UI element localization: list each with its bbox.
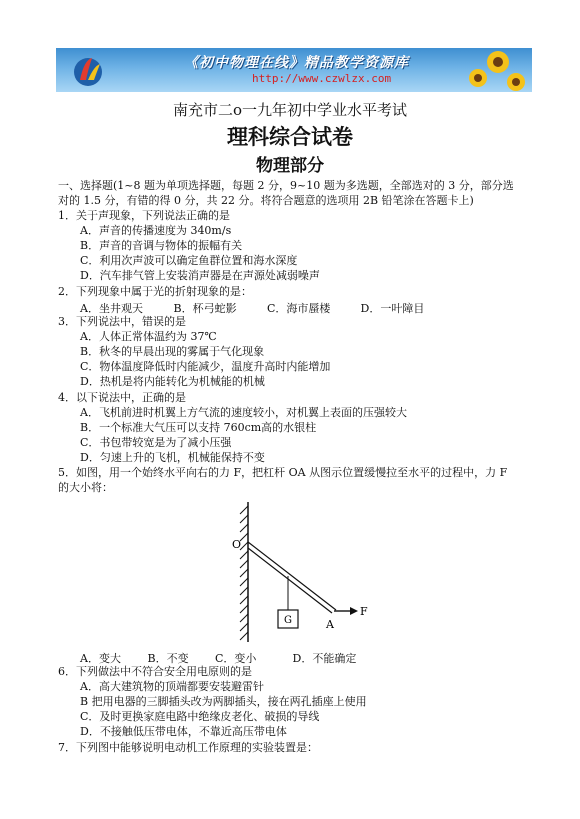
q5-options (80, 650, 356, 666)
wall-hatching (240, 506, 248, 640)
q5-option-d: D．不能确定 (292, 652, 357, 665)
q5-option-a: A．变大 (80, 652, 121, 665)
instructions-line: 一、选择题(1~8 题为单项选择题，每题 2 分，9~10 题为多选题，全部选对的 3 分，部分选 (58, 179, 514, 192)
header-banner (56, 48, 532, 92)
exam-title: 南充市二o一九年初中学业水平考试 (172, 101, 408, 119)
q6-option-d: D．不接触低压带电体，不靠近高压带电体 (80, 725, 287, 738)
sunflower-icon (458, 48, 528, 92)
question-5-stem: 5．如图，用一个始终水平向右的力 F，把杠杆 OA 从图示位置缓慢拉至水平的过程中，力 F (58, 466, 508, 479)
banner-title: 《初中物理在线》精品教学资源库 (184, 55, 409, 71)
q2-option-b: B．杯弓蛇影 (173, 302, 237, 315)
force-arrowhead (350, 607, 358, 615)
lever-edge-top (248, 542, 336, 610)
logo-icon (70, 52, 106, 88)
q1-option-b: B．声音的音调与物体的振幅有关 (80, 239, 243, 252)
q2-option-d: D．一叶障目 (360, 302, 425, 315)
q4-option-c: C．书包带较宽是为了减小压强 (80, 436, 232, 449)
label-f: F (360, 605, 368, 618)
q4-option-a: A．飞机前进时机翼上方气流的速度较小，对机翼上表面的压强较大 (80, 406, 407, 419)
q3-option-d: D．热机是将内能转化为机械能的机械 (80, 375, 265, 388)
question-6-stem: 6．下列做法中不符合安全用电原则的是 (58, 665, 252, 678)
instructions-line: 对的 1.5 分，有错的得 0 分，共 22 分。将符合题意的选项用 2B 铅笔涂在答题卡上) (58, 194, 474, 207)
question-1-stem: 1．关于声现象，下列说法正确的是 (58, 209, 230, 222)
q6-option-c: C．及时更换家庭电路中绝缘皮老化、破损的导线 (80, 710, 320, 723)
q3-option-a: A．人体正常体温约为 37℃ (80, 330, 217, 343)
section-title: 物理部分 (256, 156, 324, 176)
q1-option-a: A．声音的传播速度为 340m/s (80, 224, 232, 237)
q6-option-a: A．高大建筑物的顶端都要安装避雷针 (80, 680, 264, 693)
q1-option-d: D．汽车排气管上安装消声器是在声源处减弱噪声 (80, 269, 320, 282)
q4-option-d: D．匀速上升的飞机，机械能保持不变 (80, 451, 265, 464)
label-a: A (326, 618, 334, 631)
label-g: G (284, 615, 292, 626)
q5-option-b: B．不变 (147, 652, 189, 665)
paper-title: 理科综合试卷 (227, 125, 353, 149)
lever-edge-bottom (248, 548, 332, 613)
q1-option-c: C．利用次声波可以确定鱼群位置和海水深度 (80, 254, 298, 267)
question-3-stem: 3．下列说法中，错误的是 (58, 315, 186, 328)
q5-option-c: C．变小 (215, 652, 257, 665)
q2-option-a: A．坐井观天 (80, 302, 143, 315)
q3-option-b: B．秋冬的早晨出现的雾属于气化现象 (80, 345, 265, 358)
q6-option-b: B 把用电器的三脚插头改为两脚插头，接在两孔插座上使用 (80, 695, 367, 708)
question-4-stem: 4．以下说法中，正确的是 (58, 391, 186, 404)
label-o: O (232, 538, 242, 551)
banner-url: http://www.czwlzx.com (252, 72, 392, 85)
lever-figure (226, 498, 366, 646)
question-5-stem-cont: 的大小将： (58, 481, 113, 494)
q2-option-c: C．海市蜃楼 (267, 302, 331, 315)
question-2-stem: 2．下列现象中属于光的折射现象的是： (58, 285, 252, 298)
q3-option-c: C．物体温度降低时内能减少，温度升高时内能增加 (80, 360, 331, 373)
q2-options (80, 300, 424, 316)
question-7-stem: 7．下列图中能够说明电动机工作原理的实验装置是： (58, 741, 318, 754)
q4-option-b: B．一个标准大气压可以支持 760cm高的水银柱 (80, 421, 317, 434)
